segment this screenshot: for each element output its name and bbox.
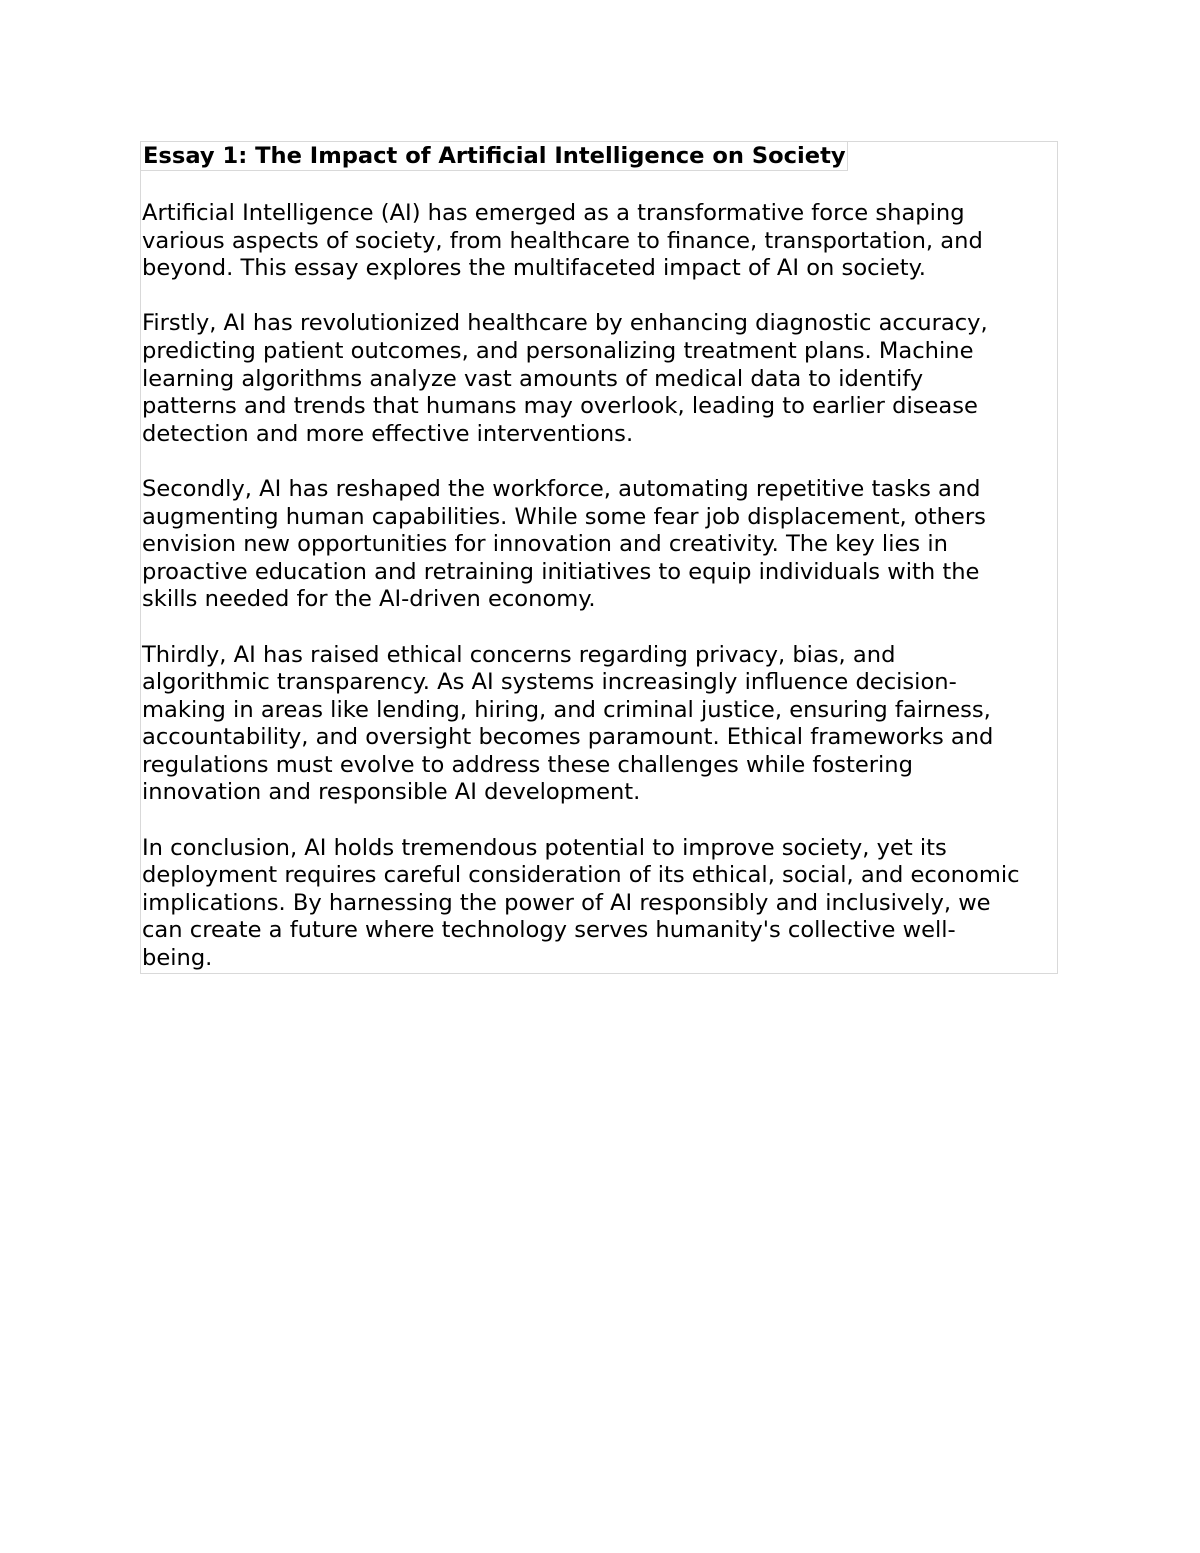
paragraph-line: predicting patient outcomes, and personalizing treatment plans. Machine bbox=[142, 337, 974, 364]
paragraph-line: learning algorithms analyze vast amounts of medical data to identify bbox=[142, 365, 924, 392]
paragraph-line: deployment requires careful consideration of its ethical, social, and economic bbox=[142, 862, 1020, 889]
paragraph-line: detection and more effective interventions. bbox=[142, 420, 634, 447]
paragraph-line: Thirdly, AI has raised ethical concerns regarding privacy, bias, and bbox=[142, 641, 896, 668]
paragraph-line: envision new opportunities for innovation and creativity. The key lies in bbox=[142, 531, 948, 558]
paragraph-conclusion bbox=[142, 835, 1058, 973]
paragraph-line: Artificial Intelligence (AI) has emerged as a transformative force shaping bbox=[142, 200, 965, 226]
paragraph-line: augmenting human capabilities. While some fear job displacement, others bbox=[142, 503, 986, 530]
paragraph-healthcare bbox=[142, 310, 1058, 448]
paragraph-line: In conclusion, AI holds tremendous potential to improve society, yet its bbox=[142, 834, 947, 861]
paragraph-line: being. bbox=[142, 945, 213, 972]
essay-text-box bbox=[140, 141, 1058, 974]
paragraph-line: Secondly, AI has reshaped the workforce, automating repetitive tasks and bbox=[142, 475, 981, 502]
essay-body bbox=[142, 200, 1058, 1000]
paragraph-ethics bbox=[142, 642, 1058, 808]
paragraph-line: proactive education and retraining initiatives to equip individuals with the bbox=[142, 558, 980, 585]
paragraph-line: beyond. This essay explores the multifaceted impact of AI on society. bbox=[142, 255, 926, 282]
paragraph-line: regulations must evolve to address these challenges while fostering bbox=[142, 751, 913, 778]
essay-title: Essay 1: The Impact of Artificial Intelligence on Society bbox=[143, 143, 846, 169]
paragraph-workforce bbox=[142, 476, 1058, 614]
paragraph-line: skills needed for the AI-driven economy. bbox=[142, 586, 596, 613]
paragraph-line: accountability, and oversight becomes paramount. Ethical frameworks and bbox=[142, 724, 994, 751]
paragraph-intro bbox=[142, 200, 1058, 283]
paragraph-line: algorithmic transparency. As AI systems increasingly influence decision- bbox=[142, 669, 957, 696]
paragraph-line: making in areas like lending, hiring, and criminal justice, ensuring fairness, bbox=[142, 696, 991, 723]
paragraph-line: patterns and trends that humans may overlook, leading to earlier disease bbox=[142, 393, 978, 420]
paragraph-line: can create a future where technology serves humanity's collective well- bbox=[142, 917, 956, 944]
paragraph-line: innovation and responsible AI development. bbox=[142, 779, 641, 806]
paragraph-line: various aspects of society, from healthcare to finance, transportation, and bbox=[142, 227, 983, 254]
paragraph-line: Firstly, AI has revolutionized healthcare by enhancing diagnostic accuracy, bbox=[142, 310, 988, 337]
paragraph-line: implications. By harnessing the power of AI responsibly and inclusively, we bbox=[142, 889, 991, 916]
